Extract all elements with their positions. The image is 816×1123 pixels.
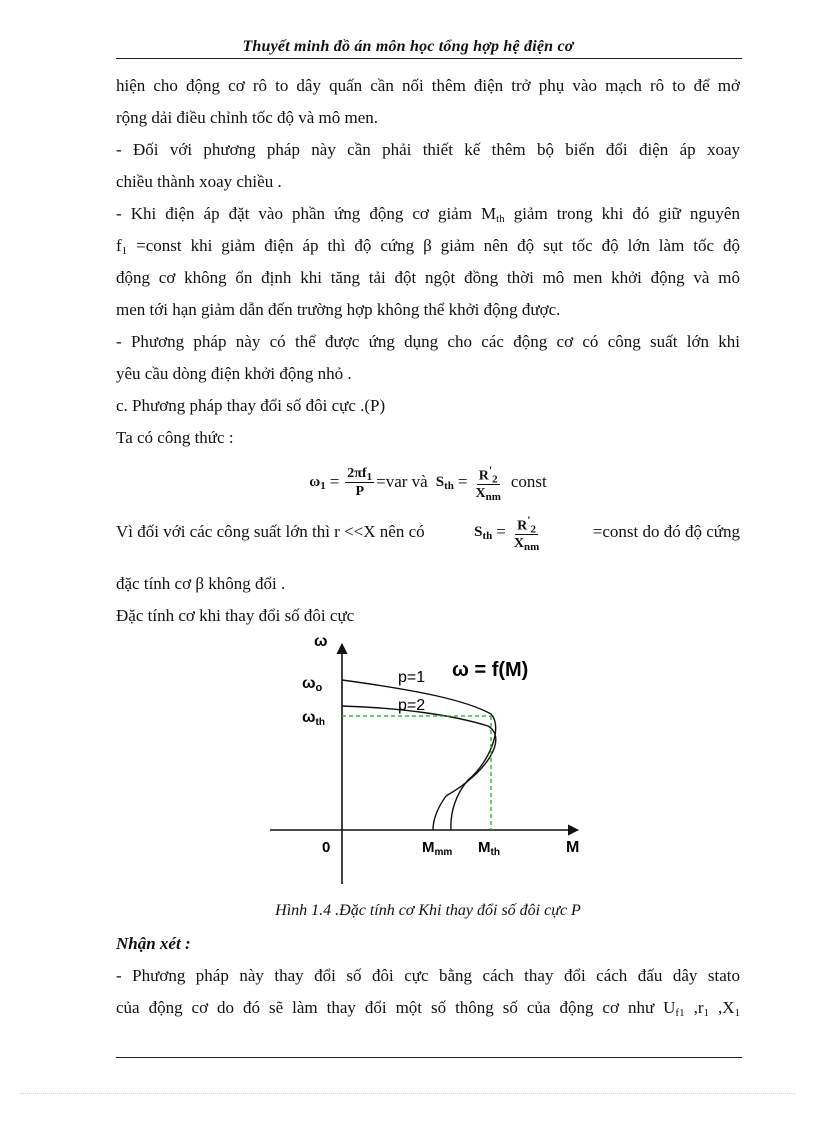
subscript: th bbox=[496, 213, 505, 225]
subscript: 1 bbox=[703, 1007, 709, 1019]
text-run: M bbox=[478, 839, 491, 856]
paragraph-line: đặc tính cơ β không đổi . bbox=[116, 574, 286, 593]
text-run: R bbox=[517, 518, 528, 534]
subscript: th bbox=[444, 480, 454, 492]
subscript: o bbox=[315, 682, 323, 694]
m-th-label bbox=[478, 839, 500, 858]
header-rule bbox=[116, 58, 742, 59]
subscript: nm bbox=[485, 491, 501, 504]
numerator bbox=[477, 462, 500, 486]
paragraph-line: - Đối với phương pháp này cần phải thiết kế thêm bộ biến đổi điện áp xoay bbox=[116, 140, 740, 159]
subscript: 2 bbox=[530, 523, 536, 536]
subscript: th bbox=[482, 530, 493, 542]
paragraph-line: - Phương pháp này có thể được ứng dụng cho các động cơ có công suất lớn khi bbox=[116, 332, 740, 351]
paragraph-line-with-formula bbox=[116, 510, 740, 554]
text-run: S bbox=[435, 474, 445, 490]
text-run: R bbox=[478, 468, 489, 484]
y-axis-label: ω bbox=[314, 633, 328, 650]
subscript: 1 bbox=[121, 245, 128, 257]
text-run: giảm trong khi đó giữ nguyên bbox=[504, 204, 740, 223]
prime-mark: ' bbox=[527, 513, 531, 527]
figure-caption: Hình 1.4 .Đặc tính cơ Khi thay đổi số đôi cực P bbox=[275, 902, 581, 919]
text-run: M bbox=[422, 839, 435, 856]
omega0-label bbox=[302, 675, 323, 694]
inline-formula bbox=[474, 512, 543, 553]
text-run: ω bbox=[302, 675, 316, 692]
omegath-label bbox=[302, 709, 325, 728]
page-header-title: Thuyết minh đồ án môn học tổng hợp hệ điện cơ bbox=[242, 38, 574, 55]
footer-rule bbox=[116, 1057, 742, 1058]
fraction bbox=[512, 512, 541, 553]
origin-label: 0 bbox=[322, 839, 331, 856]
function-label: ω = f(M) bbox=[452, 659, 529, 681]
paragraph-line bbox=[116, 198, 740, 230]
formula-slip bbox=[436, 466, 454, 498]
subscript: th bbox=[490, 847, 500, 858]
speed-torque-graph bbox=[116, 632, 740, 894]
paragraph-line: rộng dải điều chỉnh tốc độ và mô men. bbox=[116, 108, 379, 127]
text-run: - Khi điện áp đặt vào phần ứng động cơ giảm M bbox=[116, 204, 497, 223]
paragraph-line bbox=[116, 992, 740, 1024]
paragraph-line: men tới hạn giảm dẫn đến trường hợp không thể khởi động được. bbox=[116, 300, 561, 319]
spacer bbox=[116, 554, 740, 568]
remark-heading: Nhận xét : bbox=[116, 934, 191, 953]
figure-title: Đặc tính cơ khi thay đổi số đôi cực bbox=[116, 606, 355, 625]
m-mm-label bbox=[422, 839, 452, 858]
curve-p2 bbox=[342, 706, 496, 830]
p1-label: p=1 bbox=[398, 669, 426, 686]
text-run: X bbox=[513, 536, 524, 552]
paragraph-line bbox=[116, 230, 740, 262]
text-run: ω bbox=[302, 709, 316, 726]
text-run: Vì đối với các công suất lớn thì r <<X nên có bbox=[116, 522, 425, 541]
text-run: ,r bbox=[684, 998, 704, 1017]
text-run: ω bbox=[309, 474, 321, 490]
numerator bbox=[345, 465, 374, 483]
text-run: =const khi giảm điện áp thì độ cứng β giảm nên độ sụt tốc độ lớn làm tốc độ bbox=[127, 236, 740, 255]
formula-slip bbox=[474, 516, 492, 548]
fraction bbox=[473, 462, 502, 503]
text-run: ,X bbox=[708, 998, 735, 1017]
paragraph-line: yêu cầu dòng điện khởi động nhỏ . bbox=[116, 364, 352, 383]
paragraph-line: động cơ không ổn định khi tăng tải đột ngột đồng thời mô men khởi động và mô bbox=[116, 268, 740, 287]
formula-eq: = bbox=[457, 472, 468, 491]
paragraph-line: - Phương pháp này thay đổi số đôi cực bằng cách thay đổi cách đấu dây stato bbox=[116, 966, 740, 985]
denominator bbox=[473, 485, 502, 502]
graph-svg bbox=[116, 632, 740, 894]
paragraph-line: chiều thành xoay chiều . bbox=[116, 172, 282, 191]
x-axis-label: M bbox=[566, 839, 580, 856]
numerator bbox=[515, 512, 538, 536]
formula-text: const bbox=[510, 472, 547, 491]
formula-speed-slip bbox=[116, 454, 740, 510]
text-run: X bbox=[475, 486, 486, 502]
text-run: f bbox=[116, 236, 122, 255]
subscript: mm bbox=[434, 847, 453, 858]
subscript: f1 bbox=[675, 1007, 685, 1019]
text-run: S bbox=[474, 524, 483, 540]
subscript: nm bbox=[523, 541, 540, 554]
section-heading: c. Phương pháp thay đổi số đôi cực .(P) bbox=[116, 396, 386, 415]
document-body bbox=[116, 70, 740, 1024]
prime-mark: ' bbox=[488, 463, 493, 477]
paragraph-line: hiện cho động cơ rô to dây quấn cần nối thêm điện trở phụ vào mạch rô to để mở bbox=[116, 76, 740, 95]
subscript: 1 bbox=[320, 480, 326, 492]
text-run: =const do đó độ cứng bbox=[592, 522, 740, 541]
subscript: th bbox=[315, 717, 325, 728]
text-run: của động cơ do đó sẽ làm thay đổi một số thông số của động cơ như U bbox=[116, 998, 676, 1017]
subscript: 2 bbox=[492, 473, 498, 486]
subscript: 1 bbox=[734, 1007, 740, 1019]
text-run: 2πf bbox=[347, 465, 367, 481]
denominator bbox=[512, 535, 541, 552]
paragraph-line: Ta có công thức : bbox=[116, 428, 234, 447]
fraction bbox=[345, 465, 374, 500]
p2-label: p=2 bbox=[398, 697, 426, 714]
formula-eq: = bbox=[329, 472, 340, 491]
formula-text: =var và bbox=[376, 472, 428, 491]
formula-eq: = bbox=[496, 522, 506, 541]
page-bottom-dotted-line bbox=[20, 1093, 796, 1094]
formula-omega bbox=[309, 466, 325, 498]
subscript: 1 bbox=[366, 470, 373, 483]
denominator: P bbox=[355, 483, 364, 499]
